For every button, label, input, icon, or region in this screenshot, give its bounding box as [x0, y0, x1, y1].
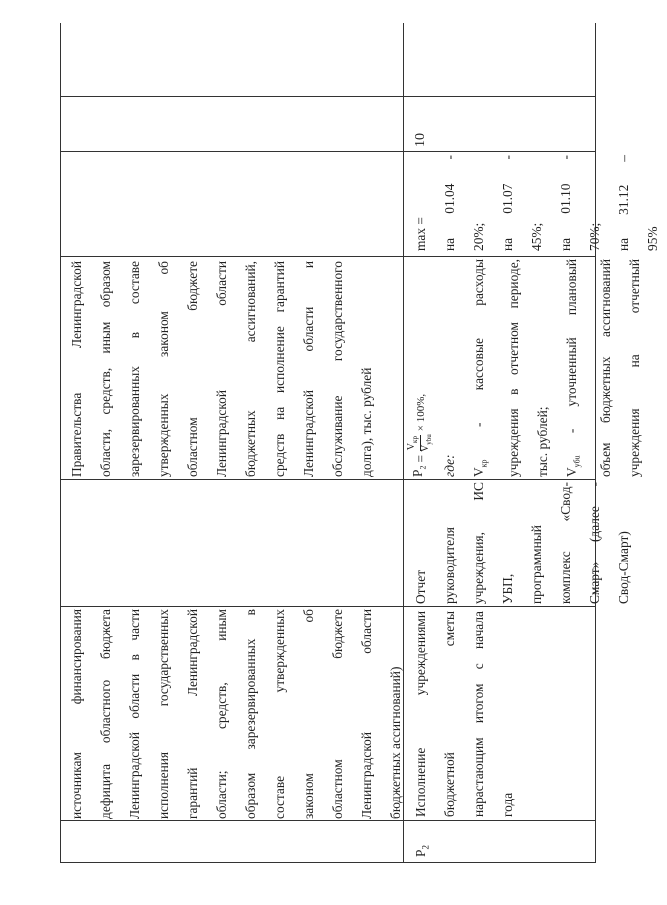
text-line: бюджетной сметы	[442, 611, 457, 817]
text-line: 70%;	[587, 222, 602, 251]
text-line: образом зарезервированных в	[243, 609, 258, 819]
table-top-rule	[60, 23, 61, 863]
formula-fraction	[407, 434, 434, 452]
text-line: программный	[529, 525, 544, 604]
where-label: где:	[442, 454, 457, 477]
text-line: средств на исполнение гарантий	[272, 261, 287, 477]
col-rule-5	[60, 151, 595, 152]
denominator-subscript: ybu	[425, 434, 433, 445]
indicator-description	[406, 611, 522, 817]
variable-subscript: кр	[479, 459, 489, 468]
indicator-code	[406, 823, 441, 857]
vkr-definition	[464, 259, 499, 477]
text-line: составе утвержденных	[272, 609, 287, 819]
text-line: Правительства Ленинградской	[69, 261, 84, 477]
col-rule-3	[60, 479, 595, 480]
text-line: 45%;	[529, 222, 544, 251]
text-line: исполнения государственных	[156, 609, 171, 819]
text-line: УБП,	[500, 573, 515, 604]
text-line: гарантий Ленинградской	[185, 609, 200, 819]
top-row-description	[62, 609, 410, 819]
text-line: Ленинградской области	[359, 609, 374, 819]
text-line: max =	[413, 217, 428, 251]
text-line: учреждения на отчетный	[627, 259, 643, 477]
code-letter: P	[413, 849, 428, 857]
text-line: учреждения в отчетном периоде,	[505, 259, 521, 477]
formula-subscript: 2	[418, 465, 428, 470]
text-line: руководителя	[442, 527, 457, 604]
variable-definition: - уточненный плановый	[563, 259, 579, 434]
indicator-criteria	[406, 155, 667, 251]
denominator: V	[420, 444, 431, 452]
variable-symbol: V	[563, 467, 579, 477]
variable-definition: - кассовые расходы	[471, 259, 486, 428]
text-line: источникам финансирования	[69, 609, 84, 819]
numerator: V	[406, 442, 417, 451]
text-line: утвержденных законом об	[156, 261, 171, 477]
col-rule-4	[60, 256, 595, 257]
col-rule-1	[60, 820, 595, 821]
col-rule-6	[60, 96, 595, 97]
text-line: Ленинградской области	[214, 261, 229, 477]
text-line: комплекс «Свод-	[558, 482, 573, 604]
text-line: Ленинградской области и	[301, 261, 316, 477]
score-value: 10	[413, 133, 428, 147]
text-line: дефицита областного бюджета	[98, 609, 113, 819]
formula-suffix: × 100%,	[414, 393, 427, 432]
code-subscript: 2	[420, 845, 431, 850]
vybu-definition	[557, 259, 592, 477]
text-line: областном бюджете	[185, 261, 200, 477]
text-line: бюджетных ассигнований)	[388, 666, 403, 819]
text-line: года	[500, 792, 515, 817]
text-line: тыс. рублей;	[534, 406, 550, 477]
formula-equals: =	[412, 454, 428, 463]
text-line: области; средств, иным	[214, 609, 229, 819]
formula-expression	[406, 259, 435, 477]
variable-subscript: убu	[572, 455, 582, 468]
indicator-source	[406, 482, 638, 604]
text-line: 95%	[645, 226, 660, 251]
text-line: 20%;	[471, 222, 486, 251]
text-line: на 31.12 –	[616, 155, 631, 251]
text-line: законом об	[301, 609, 316, 819]
text-line: учреждения, ИС	[471, 482, 486, 604]
text-line: обслуживание государственного	[330, 261, 345, 477]
text-line: Свод-Смарт)	[616, 531, 631, 604]
text-line: нарастающим итогом с начала	[471, 611, 486, 817]
text-line: бюджетных ассигнований,	[243, 261, 258, 477]
text-line: зарезервированных в составе	[127, 261, 142, 477]
max-score	[406, 101, 435, 147]
text-line: Исполнение учреждениями	[413, 611, 428, 817]
col-rule-2	[60, 606, 595, 607]
numerator-subscript: кр	[411, 436, 419, 443]
rotated-table	[40, 23, 660, 863]
text-line: объем бюджетных ассигнований	[598, 259, 614, 477]
table-left-rule	[60, 862, 595, 863]
text-line: на 01.04 -	[442, 155, 457, 251]
indicator-formula	[406, 259, 649, 477]
text-line: долга), тыс. рублей	[359, 367, 374, 477]
text-line: Ленинградской области в части	[127, 609, 142, 819]
text-line: Смарт» (далее -	[587, 482, 602, 604]
text-line: областном бюджете	[330, 609, 345, 819]
text-line: Отчет	[413, 569, 428, 604]
formula-symbol: P	[409, 469, 425, 477]
text-line: на 01.10 -	[558, 155, 573, 251]
text-line: области, средств, иным образом	[98, 261, 113, 477]
top-row-formula-text	[62, 261, 381, 477]
variable-symbol: V	[471, 467, 486, 477]
text-line: на 01.07 -	[500, 155, 515, 251]
